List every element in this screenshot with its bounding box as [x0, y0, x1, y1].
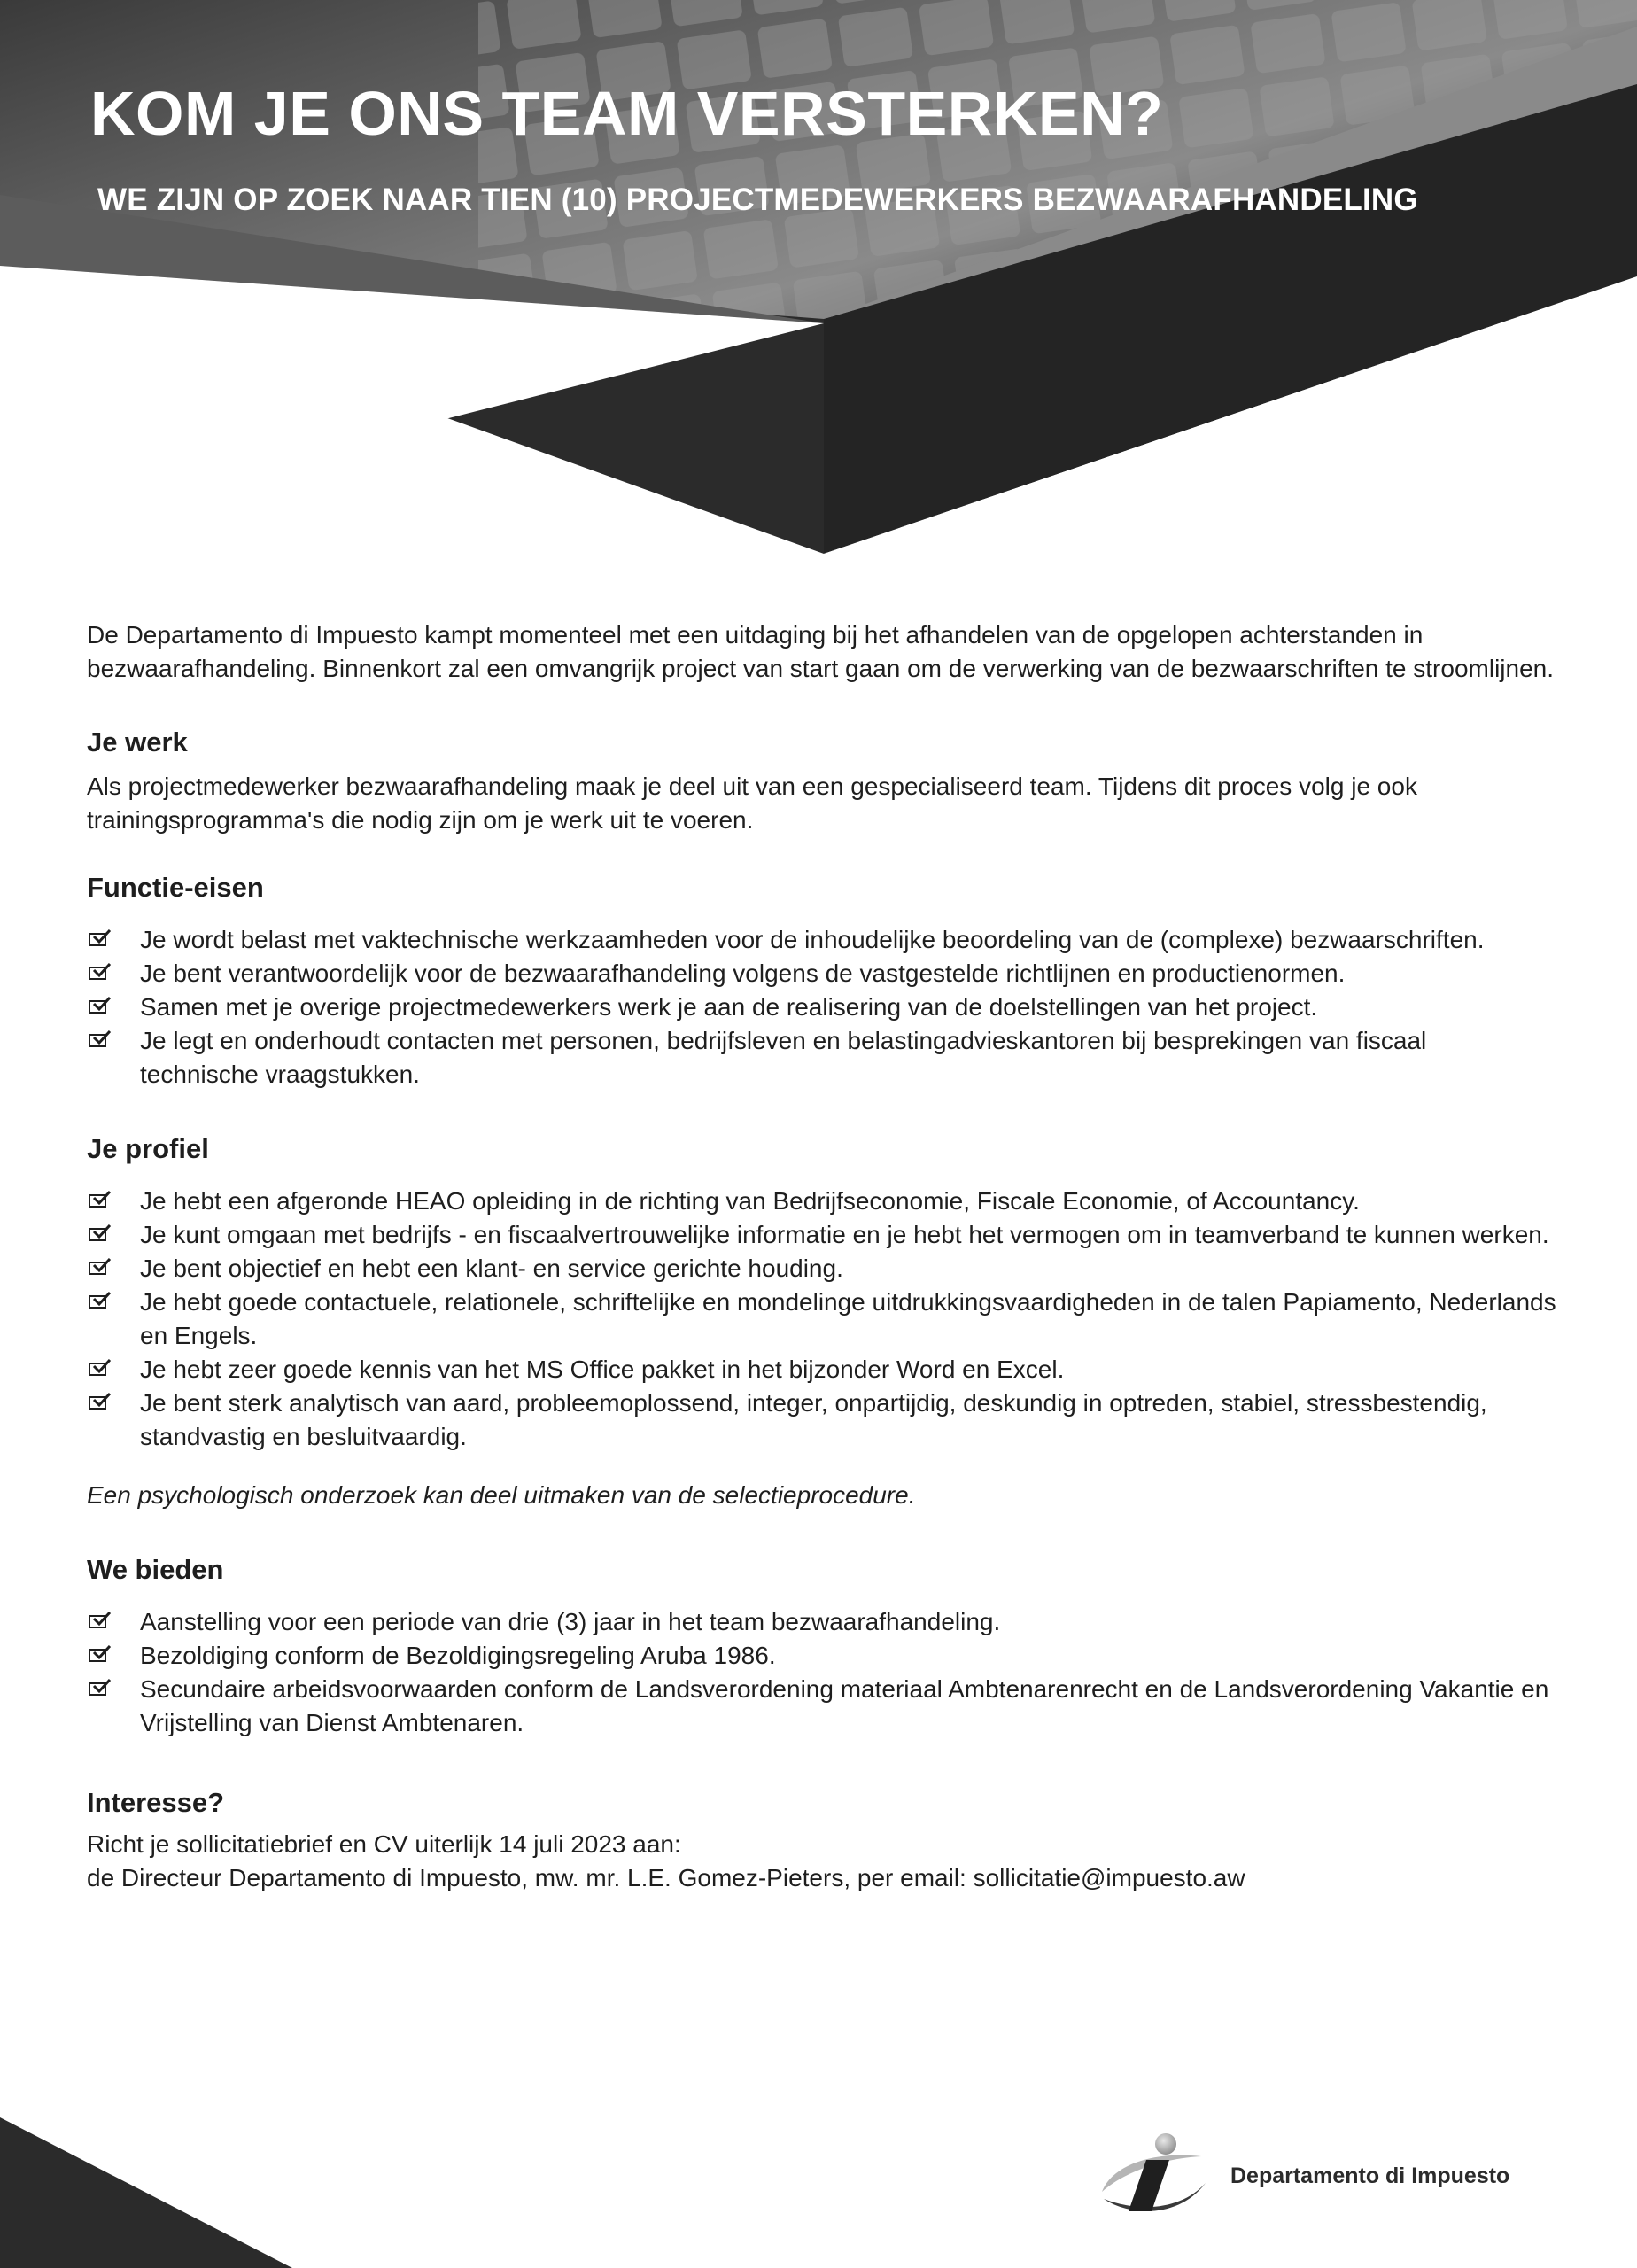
- checkbox-icon: [89, 1295, 106, 1309]
- application-contact: de Directeur Departamento di Impuesto, mw. mr. L.E. Gomez-Pieters, per email: sollicitatie@impuesto.aw: [87, 1864, 1245, 1891]
- checkbox-icon: [89, 1682, 106, 1696]
- list-item: Je bent sterk analytisch van aard, probleemoplossend, integer, onpartijdig, deskundig in optreden, stabiel, stressbestendig, standvastig en besluitvaardig.: [87, 1386, 1584, 1454]
- organization-name: Departamento di Impuesto: [1230, 2163, 1510, 2188]
- vacancy-content: [87, 618, 1593, 1895]
- list-item: Secundaire arbeidsvoorwaarden conform de Landsverordening materiaal Ambtenarenrecht en de Landsverordening Vakantie en Vrijstelling van Dienst Ambtenaren.: [87, 1673, 1593, 1740]
- section-heading-we-bieden: We bieden: [87, 1554, 224, 1585]
- checkbox-icon: [89, 1262, 106, 1275]
- list-item: Je bent verantwoordelijk voor de bezwaarafhandeling volgens de vastgestelde richtlijnen en productienormen.: [87, 957, 1593, 990]
- checkbox-icon: [89, 933, 106, 946]
- application-deadline: Richt je sollicitatiebrief en CV uiterlijk 14 juli 2023 aan:: [87, 1830, 681, 1858]
- checkbox-icon: [89, 1615, 106, 1628]
- selection-note: Een psychologisch onderzoek kan deel uitmaken van de selectieprocedure.: [87, 1481, 916, 1509]
- we-bieden-list: [87, 1605, 1593, 1740]
- intro-text: De Departamento di Impuesto kampt momenteel met een uitdaging bij het afhandelen van de opgelopen achterstanden in bezwaarafhandeling. Binnenkort zal een omvangrijk project van start gaan om de verwerking van de bezwaarschriften te stroomlijnen.: [87, 621, 1555, 682]
- list-item: Je bent objectief en hebt een klant- en service gerichte houding.: [87, 1252, 1584, 1285]
- page-subtitle: WE ZIJN OP ZOEK NAAR TIEN (10) PROJECTMEDEWERKERS BEZWAARAFHANDELING: [97, 183, 1418, 217]
- checkbox-icon: [89, 1363, 106, 1376]
- je-profiel-list: [87, 1184, 1584, 1454]
- checkbox-icon: [89, 1396, 106, 1410]
- list-item: Je hebt goede contactuele, relationele, schriftelijke en mondelinge uitdrukkingsvaardigheden in de talen Papiamento, Nederlands en Engels.: [87, 1285, 1584, 1353]
- footer-corner-shape: [0, 2117, 292, 2268]
- list-item: Je kunt omgaan met bedrijfs - en fiscaalvertrouwelijke informatie en je hebt het vermogen om in teamverband te kunnen werken.: [87, 1218, 1584, 1252]
- je-werk-text: Als projectmedewerker bezwaarafhandeling maak je deel uit van een gespecialiseerd team. Tijdens dit proces volg je ook trainingsprogramma's die nodig zijn om je werk uit te voeren.: [87, 773, 1417, 834]
- checkbox-icon: [89, 1000, 106, 1014]
- list-item: Samen met je overige projectmedewerkers werk je aan de realisering van de doelstellingen van het project.: [87, 990, 1593, 1024]
- section-heading-je-profiel: Je profiel: [87, 1133, 209, 1164]
- checkbox-icon: [89, 1649, 106, 1662]
- list-item: Je hebt een afgeronde HEAO opleiding in de richting van Bedrijfseconomie, Fiscale Economie, of Accountancy.: [87, 1184, 1584, 1218]
- functie-eisen-list: [87, 923, 1593, 1091]
- page-title: KOM JE ONS TEAM VERSTERKEN?: [90, 79, 1164, 148]
- section-heading-je-werk: Je werk: [87, 726, 188, 757]
- organization-logo: [1095, 2130, 1582, 2227]
- list-item: Bezoldiging conform de Bezoldigingsregeling Aruba 1986.: [87, 1639, 1593, 1673]
- list-item: Je wordt belast met vaktechnische werkzaamheden voor de inhoudelijke beoordeling van de (complexe) bezwaarschriften.: [87, 923, 1593, 957]
- list-item: Aanstelling voor een periode van drie (3) jaar in het team bezwaarafhandeling.: [87, 1605, 1593, 1639]
- checkbox-icon: [89, 1034, 106, 1047]
- checkbox-icon: [89, 1194, 106, 1208]
- list-item: Je hebt zeer goede kennis van het MS Office pakket in het bijzonder Word en Excel.: [87, 1353, 1584, 1386]
- section-heading-interesse: Interesse?: [87, 1787, 225, 1818]
- section-heading-functie-eisen: Functie-eisen: [87, 872, 264, 903]
- checkbox-icon: [89, 967, 106, 980]
- impuesto-logo-icon: [1095, 2130, 1210, 2227]
- checkbox-icon: [89, 1228, 106, 1241]
- list-item: Je legt en onderhoudt contacten met personen, bedrijfsleven en belastingadvieskantoren bij besprekingen van fiscaal technische vraagstukken.: [87, 1024, 1540, 1091]
